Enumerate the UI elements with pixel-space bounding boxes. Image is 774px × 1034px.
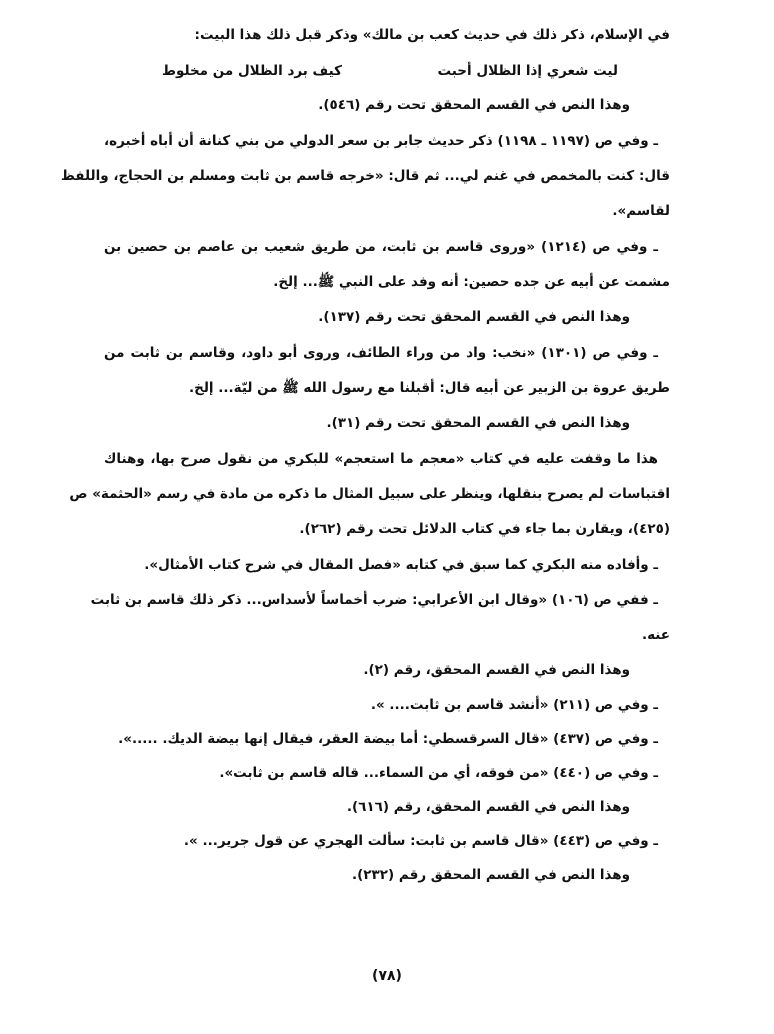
text-line: وهذا النص في القسم المحقق تحت رقم (٥٤٦). [318,97,630,113]
text-line: اقتباسات لم يصرح بنقلها، وينظر على سبيل المثال ما ذكره من مادة في رسم «الحثمة» ص [69,486,670,502]
text-line: ـ وفي ص (٤٤٣) «قال قاسم بن ثابت: سألت الهجري عن قول جرير... ». [183,833,658,849]
text-line: ـ وفي ص (١٣٠١) «نخب: واد من وراء الطائف، وروى أبو داود، وقاسم بن ثابت من [104,345,659,361]
text-line: وهذا النص في القسم المحقق، رقم (٢). [363,662,630,678]
text-line: مشمت عن أبيه عن جده حصين: أنه وفد على النبي ﷺ... إلخ. [273,274,670,290]
text-line: وهذا النص في القسم المحقق، رقم (٦١٦). [346,799,630,815]
text-line: وهذا النص في القسم المحقق تحت رقم (٣١). [326,415,630,431]
text-line: وهذا النص في القسم المحقق رقم (٢٣٢). [351,867,630,883]
text-line: ـ وأفاده منه البكري كما سبق في كتابه «فصل المقال في شرح كتاب الأمثال». [144,557,658,573]
text-line: قال: كنت بالمخمص في غنم لي... ثم قال: «خرجه قاسم بن ثابت ومسلم بن الحجاج، واللفظ [60,168,670,184]
text-line: ـ وفي ص (١٢١٤) «وروى قاسم بن ثابت، من طريق شعيب بن عاصم بن حصين بن [104,239,659,255]
text-line: طريق عروة بن الزبير عن أبيه قال: أقبلنا مع رسول الله ﷺ من ليّة... إلخ. [189,380,670,396]
poem-hemistich-first: ليت شعري إذا الظلال أحبت [437,63,618,79]
text-line: وهذا النص في القسم المحقق تحت رقم (١٣٧). [318,309,630,325]
text-line: ـ وفي ص (٢١١) «أنشد قاسم بن ثابت.... ». [370,697,658,713]
text-line: ـ ففي ص (١٠٦) «وقال ابن الأعرابي: ضرب أخماساً لأسداس... ذكر ذلك قاسم بن ثابت [90,592,658,608]
text-line: (٤٢٥)، ويقارن بما جاء في كتاب الدلائل تحت رقم (٢٦٢). [299,521,670,537]
text-line: عنه. [641,627,670,643]
text-line: هذا ما وقفت عليه في كتاب «معجم ما استعجم» للبكري من نقول صرح بها، وهناك [104,451,658,467]
text-line: ـ وفي ص (١١٩٧ ـ ١١٩٨) ذكر حديث جابر بن سعر الدولي من بني كنانة أن أباه أخبره، [104,133,658,149]
poem-hemistich-second: كيف برد الظلال من مخلوط [161,63,342,79]
text-line: ـ وفي ص (٤٣٧) «قال السرقسطي: أما بيضة العقر، فيقال إنها بيضة الديك. .....». [118,731,658,747]
page-number: (٧٨) [372,968,402,984]
text-line: في الإسلام، ذكر ذلك في حديث كعب بن مالك» وذكر قبل ذلك هذا البيت: [194,27,670,43]
text-line: ـ وفي ص (٤٤٠) «من فوقه، أي من السماء... قاله قاسم بن ثابت». [219,765,658,781]
text-line: لقاسم». [612,203,670,219]
